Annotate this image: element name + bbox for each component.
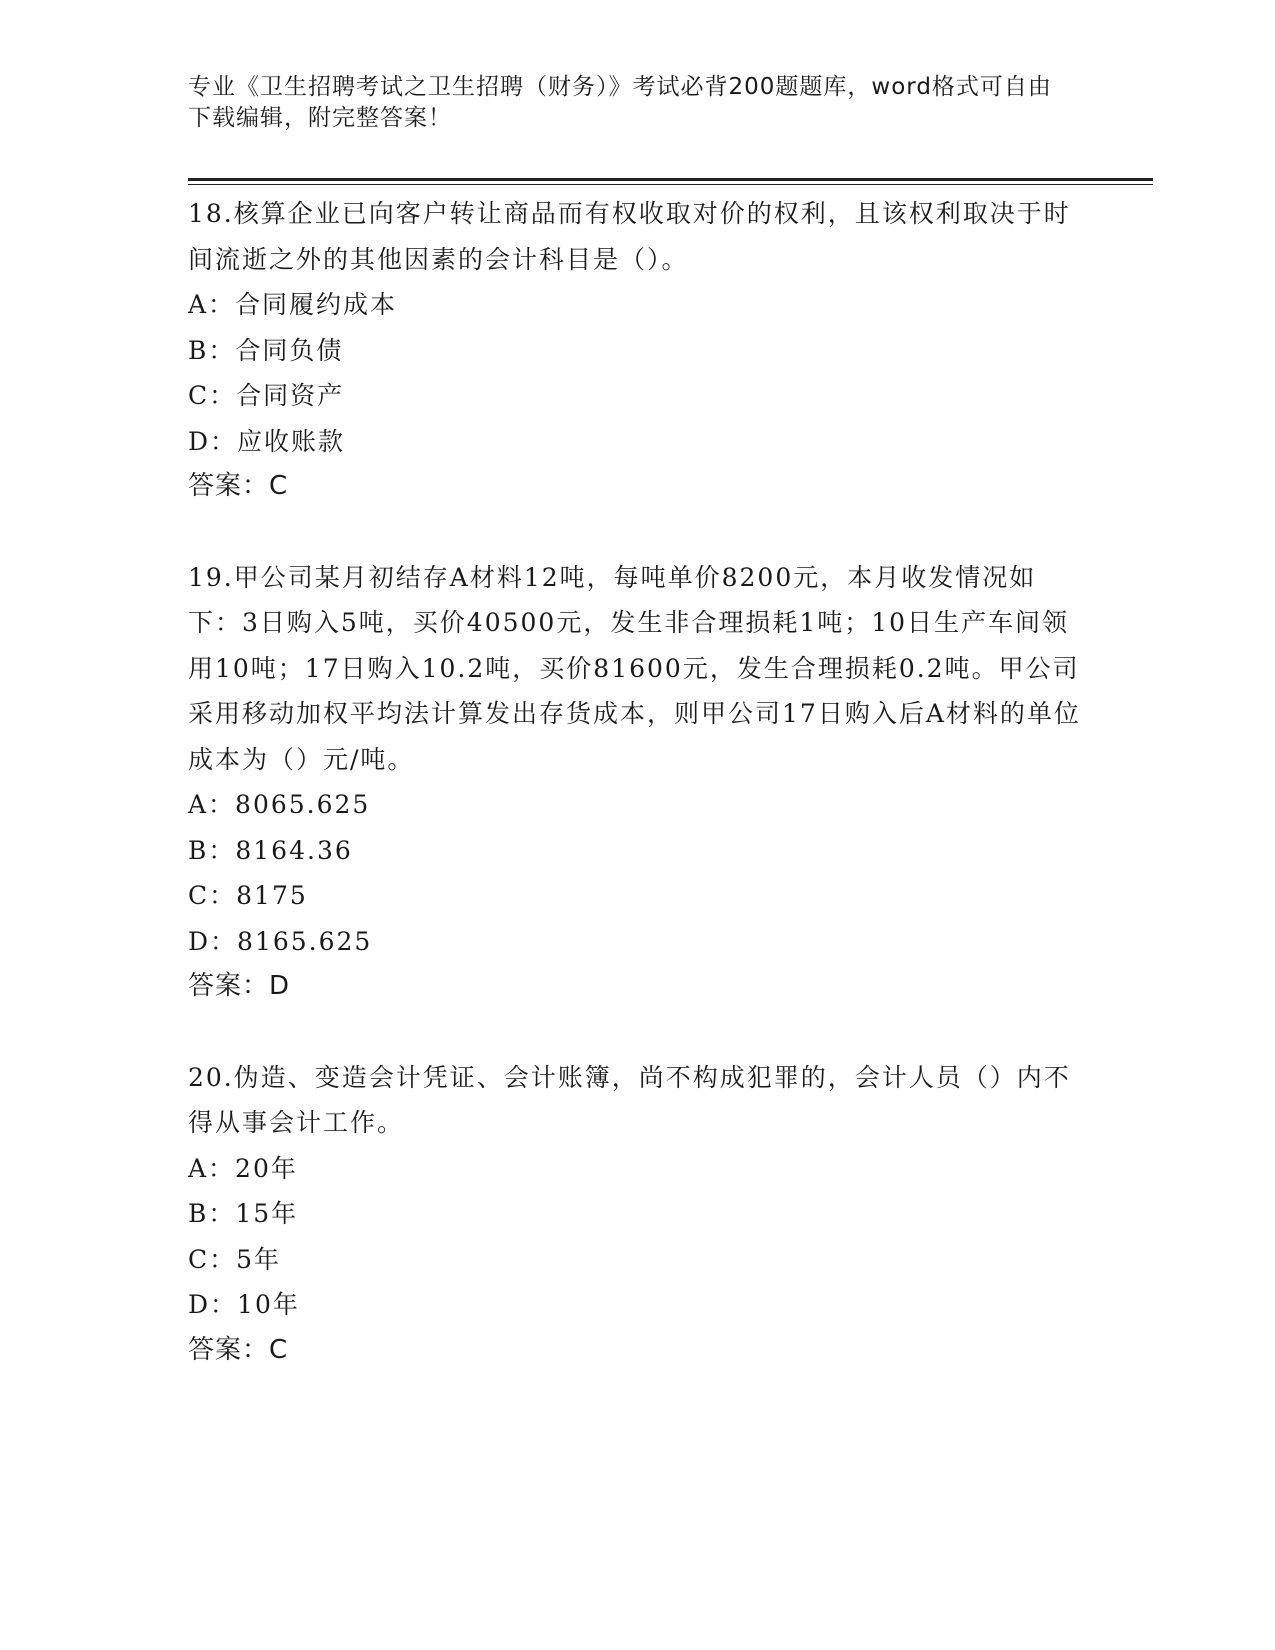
option-b: B：合同负债 [188, 335, 344, 365]
option-a: A：合同履约成本 [188, 290, 398, 319]
option-d: D：8165.625 [188, 926, 373, 956]
answer-line: 答案：C [188, 1334, 289, 1365]
option-d: D：10年 [188, 1290, 300, 1319]
option-c: C：5年 [188, 1244, 282, 1274]
question-18 [188, 190, 1088, 510]
question-list [188, 190, 1088, 1417]
option-d: D：应收账款 [188, 426, 346, 456]
question-19 [188, 554, 1088, 1010]
option-a: A：8065.625 [188, 790, 371, 819]
question-20 [188, 1054, 1088, 1374]
option-c: C：8175 [188, 881, 308, 910]
option-c: C：合同资产 [188, 381, 345, 410]
answer-line: 答案：C [188, 471, 289, 501]
header-rule-thick [188, 178, 1153, 181]
question-stem: 19.甲公司某月初结存A材料12吨，每吨单价8200元，本月收发情况如下：3日购入5吨，买价40500元，发生非合理损耗1吨；10日生产车间领用10吨；17日购入10.2吨，买价81600元，发生合理损耗0.2吨。甲公司采用移动加权平均法计算发出存货成本，则甲公司17日购入后A材料的单位成本为（）元/吨。 [188, 562, 1081, 774]
option-a: A：20年 [188, 1153, 298, 1183]
question-stem: 20.伪造、变造会计凭证、会计账簿，尚不构成犯罪的，会计人员（）内不得从事会计工作。 [188, 1062, 1071, 1137]
option-b: B：15年 [188, 1199, 299, 1228]
header-rule-thin [188, 184, 1153, 185]
option-b: B：8164.36 [188, 835, 353, 865]
question-stem: 18.核算企业已向客户转让商品而有权收取对价的权利，且该权利取决于时间流逝之外的其他因素的会计科目是（）。 [188, 199, 1071, 274]
page-header: 专业《卫生招聘考试之卫生招聘（财务）》考试必背200题题库，word格式可自由下载编辑，附完整答案！ [188, 74, 1052, 131]
answer-line: 答案：D [188, 971, 291, 1001]
